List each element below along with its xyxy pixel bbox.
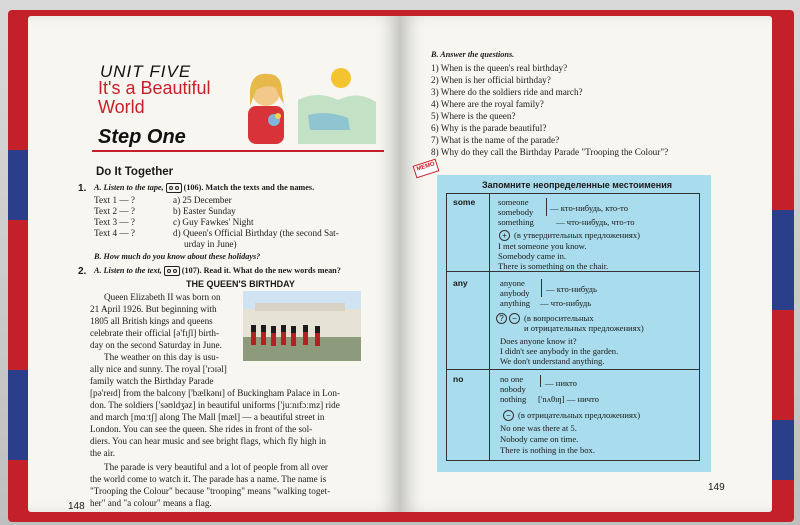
question-icon: ?	[496, 313, 507, 324]
reading-line: the air.	[90, 448, 116, 458]
bracket	[538, 279, 542, 297]
reading-line: London. You can see the queen. She rides in front of the sol-	[90, 424, 313, 434]
row-example: Somebody came in.	[498, 251, 567, 261]
row-meaning: ['nʌθɪŋ] — ничто	[538, 394, 599, 404]
option-item: c) Guy Fawkes' Night	[173, 217, 254, 227]
plus-icon: +	[499, 230, 510, 241]
row-word: anybody	[500, 288, 530, 298]
reading-line: "Trooping the Colour" because "trooping" means "walking toget-	[90, 486, 331, 496]
reading-line: diers. You can hear music and see bright flags, which fly high in	[90, 436, 327, 446]
reading-line: The parade is very beautiful and a lot of people from all over	[104, 462, 328, 472]
row-example: Nobody came on time.	[500, 434, 579, 444]
row-meaning: — кто-нибудь	[546, 284, 597, 294]
parade-photo	[243, 291, 361, 361]
row-note: и отрицательных предложениях)	[524, 323, 644, 333]
reading-line: day on the second Saturday in June.	[90, 340, 222, 350]
row-word: no one	[500, 374, 524, 384]
row-note: (в утвердительных предложениях)	[514, 230, 640, 240]
memo-label: MEMO	[416, 161, 436, 173]
tape-icon	[166, 183, 182, 193]
minus-icon: −	[503, 410, 514, 421]
sun-icon	[331, 68, 351, 88]
unit-title-line2: World	[98, 97, 145, 117]
row-note: (в вопросительных	[524, 313, 594, 323]
row-example: There is nothing in the box.	[500, 445, 595, 455]
tape-icon	[164, 266, 180, 276]
question-item: 1) When is the queen's real birthday?	[431, 63, 568, 73]
exercise-2-instruction: A. Listen to the text, (107). Read it. What do the new words mean?	[94, 266, 341, 275]
row-example: We don't understand anything.	[500, 356, 605, 366]
unit-label: UNIT FIVE	[100, 62, 192, 81]
reading-line: and march [mɑːtʃ] along The Mall [mæl] — a beautiful street in	[90, 412, 325, 422]
row-meaning: — что-нибудь, что-то	[556, 217, 635, 227]
cover-stripe-right	[770, 210, 794, 310]
page-number-right: 149	[708, 482, 725, 493]
question-item: 6) Why is the parade beautiful?	[431, 123, 547, 133]
reading-line: Queen Elizabeth II was born on	[104, 292, 221, 302]
reading-line: ally nice and sunny. The royal ['rɔɪəl]	[90, 364, 227, 374]
row-example: I didn't see anybody in the garden.	[500, 346, 619, 356]
girl-illustration	[238, 60, 378, 144]
exercise-2-number: 2.	[78, 266, 87, 277]
text-item: Text 3 — ?	[94, 217, 135, 227]
reading-line: 1805 all British kings and queens	[90, 316, 213, 326]
text-item: Text 1 — ?	[94, 195, 135, 205]
row-word: nothing	[500, 394, 527, 404]
reading-line: The weather on this day is usu-	[104, 352, 219, 362]
minus-icon: −	[509, 313, 520, 324]
section-title: Do It Together	[96, 166, 174, 178]
option-item: urday in June)	[184, 239, 237, 249]
reading-line: [pə'reɪd] from the balcony ['bælkənɪ] of Buckingham Palace in Lon-	[90, 388, 341, 398]
row-example: I met someone you know.	[498, 241, 587, 251]
question-item: 8) Why do they call the Birthday Parade "Trooping the Colour"?	[431, 147, 669, 157]
memo-title: Запомните неопределенные местоимения	[482, 180, 673, 190]
question-item: 3) Where do the soldiers ride and march?	[431, 87, 583, 97]
exercise-1-number: 1.	[78, 183, 87, 194]
option-item: a) 25 December	[173, 195, 232, 205]
row-word: anyone	[500, 278, 525, 288]
question-item: 7) What is the name of the parade?	[431, 135, 560, 145]
unit-title-line1: It's a Beautiful	[98, 78, 211, 98]
row-key: some	[453, 197, 476, 207]
option-item: b) Easter Sunday	[173, 206, 236, 216]
row-note: (в отрицательных предложениях)	[518, 410, 641, 420]
row-example: No one was there at 5.	[500, 423, 577, 433]
row-meaning: — что-нибудь	[540, 298, 592, 308]
row-example: There is something on the chair.	[498, 261, 609, 271]
page-number-left: 148	[68, 501, 85, 512]
section-b-title: B. Answer the questions.	[431, 50, 515, 59]
text-item: Text 2 — ?	[94, 206, 135, 216]
cover-stripe-left-2	[8, 370, 30, 460]
row-word: somebody	[498, 207, 534, 217]
bracket	[537, 375, 541, 387]
reading-line: celebrate their official [ə'fɪʃl] birth-	[90, 328, 220, 338]
question-item: 2) When is her official birthday?	[431, 75, 551, 85]
reading-line: don. The soldiers ['səʊldʒəz] in beautiful uniforms ['juːnɪfɔːmz] ride	[90, 400, 340, 410]
reading-line: her" and "a colour" means a flag.	[90, 498, 212, 508]
reading-line: 21 April 1926. But beginning with	[90, 304, 217, 314]
row-word: anything	[500, 298, 531, 308]
cover-stripe-right-2	[770, 420, 794, 480]
bracket	[543, 198, 547, 216]
row-meaning: — никто	[545, 378, 577, 388]
step-title: Step One	[98, 126, 186, 148]
row-word: someone	[498, 197, 529, 207]
question-item: 4) Where are the royal family?	[431, 99, 544, 109]
row-key: no	[453, 374, 464, 384]
text-item: Text 4 — ?	[94, 228, 135, 238]
exercise-1b: B. How much do you know about these holidays?	[94, 252, 261, 261]
option-item: d) Queen's Official Birthday (the second Sat-	[173, 228, 339, 238]
row-meaning: — кто-нибудь, кто-то	[550, 203, 628, 213]
cover-stripe-left	[8, 150, 30, 220]
question-item: 5) Where is the queen?	[431, 111, 516, 121]
step-rule	[92, 150, 384, 152]
row-word: nobody	[500, 384, 526, 394]
row-key: any	[453, 278, 468, 288]
reading-line: family watch the Birthday Parade	[90, 376, 214, 386]
row-example: Does anyone know it?	[500, 336, 577, 346]
exercise-1-instruction: A. Listen to the tape, (106). Match the texts and the names.	[94, 183, 315, 192]
reading-title: THE QUEEN'S BIRTHDAY	[186, 279, 295, 289]
reading-line: the world come to watch it. The parade has a name. The name is	[90, 474, 327, 484]
row-word: something	[498, 217, 534, 227]
